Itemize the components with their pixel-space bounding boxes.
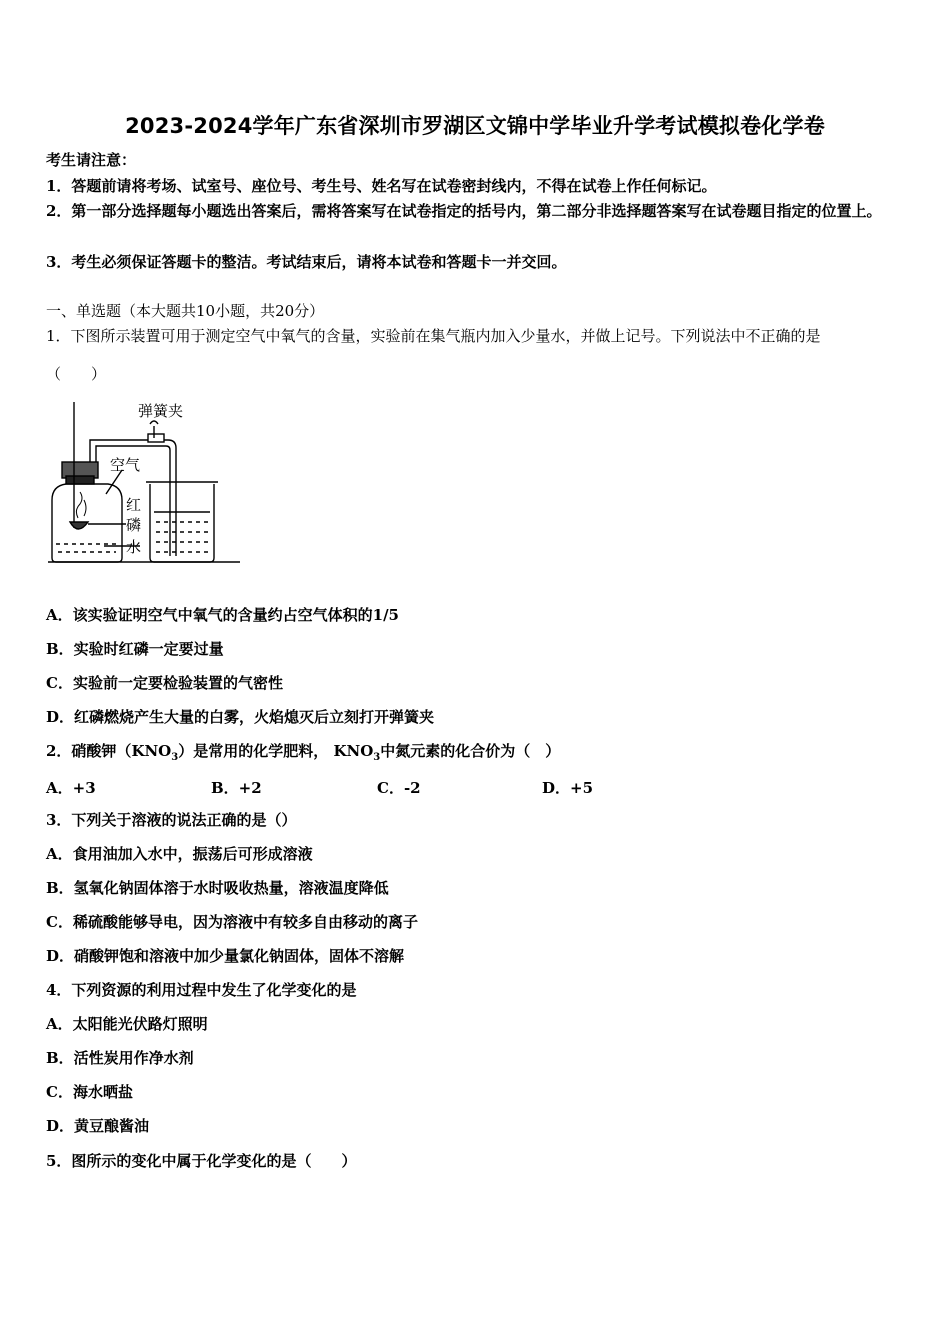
q4-option-d: D．黄豆酿酱油 xyxy=(46,1117,150,1135)
notice-item-3: 3．考生必须保证答题卡的整洁。考试结束后，请将本试卷和答题卡一并交回。 xyxy=(46,253,567,271)
page-title: 2023-2024学年广东省深圳市罗湖区文锦中学毕业升学考试模拟卷化学卷 xyxy=(125,114,825,138)
notice-item-2: 2．第一部分选择题每小题选出答案后，需将答案写在试卷指定的括号内，第二部分非选择题答案写在试卷题目指定的位置上。 xyxy=(46,202,882,220)
q1-stem: 1．下图所示装置可用于测定空气中氧气的含量，实验前在集气瓶内加入少量水，并做上记号。下列说法中不正确的是 xyxy=(46,327,821,345)
q3-option-b: B．氢氧化钠固体溶于水时吸收热量，溶液温度降低 xyxy=(46,879,389,897)
q2-stem-c: 中氮元素的化合价为（ ） xyxy=(380,742,561,760)
q1-option-c: C．实验前一定要检验装置的气密性 xyxy=(46,674,283,692)
q3-stem: 3．下列关于溶液的说法正确的是（） xyxy=(46,811,297,829)
q2-option-d: D．+5 xyxy=(542,779,594,797)
q3-option-d: D．硝酸钾饱和溶液中加少量氯化钠固体，固体不溶解 xyxy=(46,947,405,965)
q2-subscript-a: 3 xyxy=(171,752,179,763)
q4-stem: 4．下列资源的利用过程中发生了化学变化的是 xyxy=(46,981,357,999)
q4-option-a: A．太阳能光伏路灯照明 xyxy=(46,1015,208,1033)
experiment-apparatus-figure xyxy=(44,398,244,568)
notice-item-1: 1．答题前请将考场、试室号、座位号、考生号、姓名写在试卷密封线内，不得在试卷上作任何标记。 xyxy=(46,177,717,195)
label-water: 水 xyxy=(126,538,142,556)
q2-stem-a: 2．硝酸钾（KNO xyxy=(46,742,172,760)
label-phosphorus-1: 红 xyxy=(126,496,142,514)
q2-subscript-b: 3 xyxy=(373,752,381,763)
q1-option-a: A．该实验证明空气中氧气的含量约占空气体积的1/5 xyxy=(46,606,399,624)
q3-option-a: A．食用油加入水中，振荡后可形成溶液 xyxy=(46,845,313,863)
q4-option-b: B．活性炭用作净水剂 xyxy=(46,1049,194,1067)
q3-option-c: C．稀硫酸能够导电，因为溶液中有较多自由移动的离子 xyxy=(46,913,418,931)
q1-answer-blank: （ ） xyxy=(46,365,107,383)
label-air: 空气 xyxy=(110,456,141,474)
section-heading: 一、单选题（本大题共10小题，共20分） xyxy=(46,302,325,320)
q2-stem-b: ）是常用的化学肥料， KNO xyxy=(178,742,374,760)
q4-option-c: C．海水晒盐 xyxy=(46,1083,133,1101)
notice-heading: 考生请注意： xyxy=(46,151,137,169)
label-clamp: 弹簧夹 xyxy=(138,402,184,420)
q1-option-b: B．实验时红磷一定要过量 xyxy=(46,640,224,658)
label-phosphorus-2: 磷 xyxy=(126,516,142,534)
q1-option-d: D．红磷燃烧产生大量的白雾，火焰熄灭后立刻打开弹簧夹 xyxy=(46,708,435,726)
q2-option-b: B．+2 xyxy=(211,779,262,797)
q2-stem xyxy=(46,741,560,768)
q2-option-c: C．-2 xyxy=(377,779,421,797)
q5-stem: 5．图所示的变化中属于化学变化的是（ ） xyxy=(46,1152,357,1170)
q2-option-a: A．+3 xyxy=(46,779,96,797)
